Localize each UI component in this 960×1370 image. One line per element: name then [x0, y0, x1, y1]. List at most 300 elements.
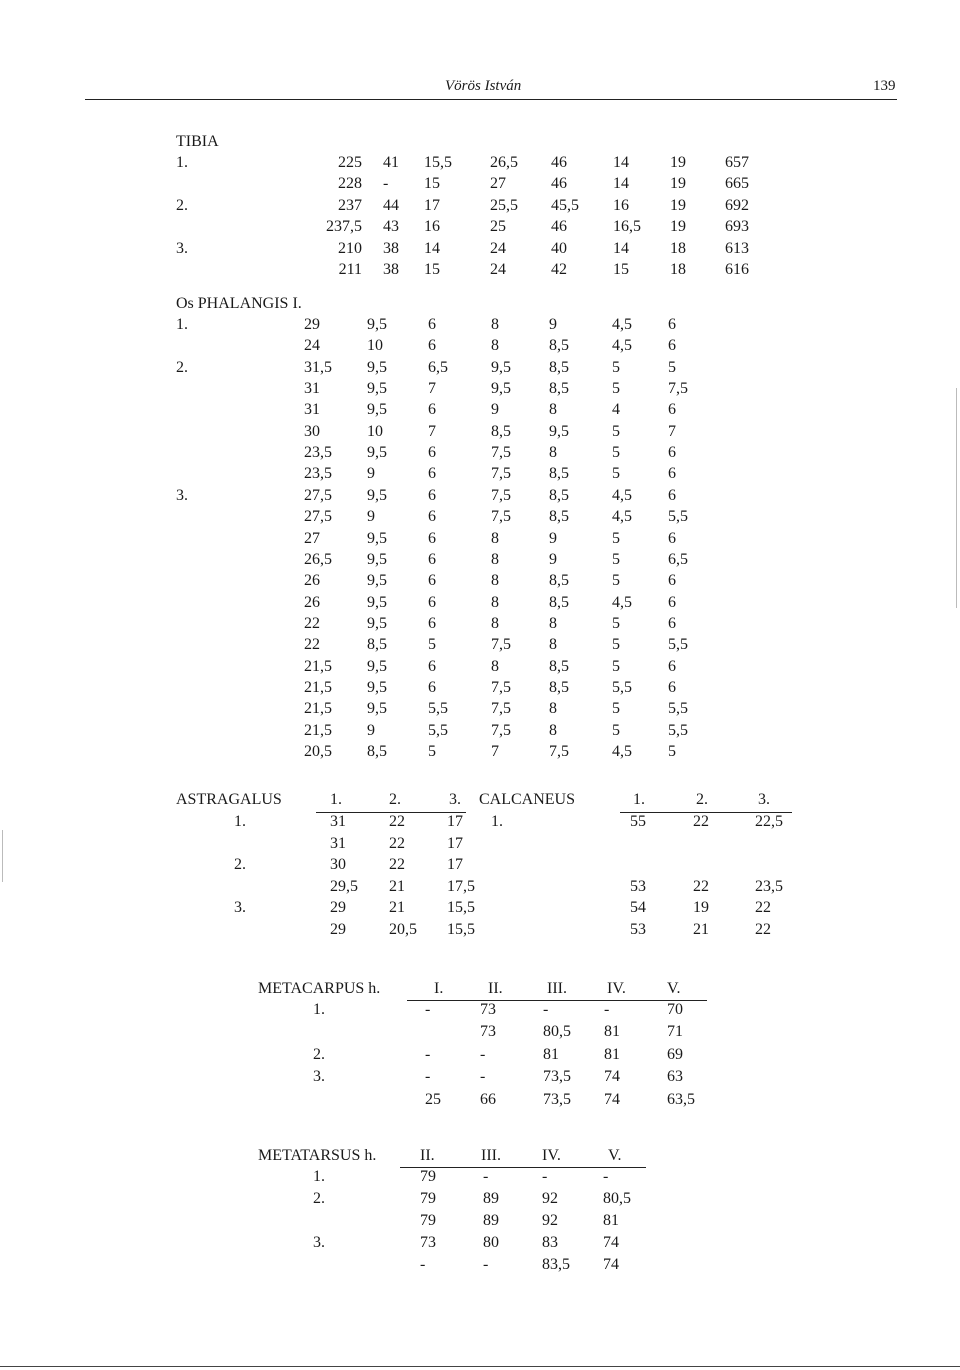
phalangis-cell: 4,5	[612, 508, 632, 526]
phalangis-cell: 7,5	[668, 380, 688, 398]
tibia-cell: 657	[725, 154, 749, 171]
phalangis-cell: 9,5	[367, 614, 387, 632]
metacarpus-cell: 70	[667, 1001, 683, 1018]
tibia-cell: 41	[383, 154, 399, 171]
phalangis-cell: 6	[668, 337, 676, 355]
tibia-cell: 693	[725, 218, 749, 236]
metacarpus-cell: -	[425, 1001, 431, 1018]
tibia-cell: 613	[725, 239, 749, 257]
metacarpus-col-header: IV.	[607, 980, 626, 997]
metacarpus-cell: -	[543, 1001, 549, 1018]
phalangis-cell: 6	[428, 593, 436, 611]
phalangis-cell: 6	[668, 444, 676, 462]
astragalus-cell: 15,5	[447, 899, 475, 917]
phalangis-cell: 8,5	[549, 380, 569, 398]
astragalus-cell: 31	[330, 834, 346, 852]
phalangis-cell: 8	[491, 316, 499, 333]
astragalus-cell: 22	[389, 813, 405, 830]
astragalus-cell: 15,5	[447, 921, 475, 938]
phalangis-cell: 6	[428, 337, 436, 355]
astragalus-row-label: 3.	[234, 899, 246, 917]
phalangis-cell: 8	[549, 721, 557, 739]
phalangis-cell: 7,5	[491, 700, 511, 718]
phalangis-cell: 7	[668, 422, 676, 440]
phalangis-cell: 31	[304, 380, 320, 398]
phalangis-cell: 5	[612, 721, 620, 739]
phalangis-cell: 7,5	[491, 486, 511, 504]
phalangis-cell: 4,5	[612, 593, 632, 611]
metatarsus-cell: 79	[420, 1168, 436, 1185]
phalangis-cell: 9,5	[367, 700, 387, 718]
metatarsus-cell: 74	[603, 1255, 619, 1273]
tibia-cell: 15	[613, 261, 629, 278]
metatarsus-row-label: 1.	[313, 1168, 325, 1185]
phalangis-cell: 8	[549, 401, 557, 419]
phalangis-cell: 24	[304, 337, 320, 355]
tibia-row-label: 3.	[176, 239, 188, 257]
metacarpus-row-label: 1.	[313, 1001, 325, 1018]
phalangis-cell: 4,5	[612, 337, 632, 355]
calcaneus-col-header: 1.	[633, 791, 645, 808]
phalangis-cell: 6	[428, 614, 436, 632]
astragalus-cell: 20,5	[389, 921, 417, 938]
phalangis-cell: 30	[304, 422, 320, 440]
phalangis-cell: 8,5	[549, 593, 569, 611]
phalangis-cell: 5	[612, 657, 620, 675]
phalangis-cell: 8	[491, 572, 499, 590]
metatarsus-cell: 83,5	[542, 1255, 570, 1273]
phalangis-cell: 21,5	[304, 678, 332, 696]
tibia-cell: 46	[551, 218, 567, 236]
metacarpus-title: METACARPUS h.	[258, 980, 381, 997]
phalangis-cell: 27,5	[304, 508, 332, 526]
scan-edge-right	[956, 388, 957, 608]
tibia-row-label: 2.	[176, 196, 188, 214]
phalangis-cell: 8	[491, 337, 499, 355]
phalangis-cell: 21,5	[304, 721, 332, 739]
astragalus-row-label: 2.	[234, 856, 246, 874]
phalangis-cell: 7	[428, 380, 436, 398]
astragalus-row-label: 1.	[234, 813, 246, 830]
tibia-cell: 16	[613, 196, 629, 214]
phalangis-cell: 9,5	[367, 358, 387, 376]
scan-bottom-edge	[0, 1366, 960, 1367]
tibia-cell: 237	[338, 196, 362, 214]
tibia-cell: 19	[670, 218, 686, 236]
metacarpus-cell: -	[425, 1068, 431, 1086]
phalangis-cell: 8,5	[549, 337, 569, 355]
phalangis-cell: 6	[668, 572, 676, 590]
phalangis-cell: 27,5	[304, 486, 332, 504]
phalangis-row-label: 3.	[176, 486, 188, 504]
astragalus-cell: 31	[330, 813, 346, 830]
tibia-cell: 27	[490, 175, 506, 193]
astragalus-cell: 21	[389, 877, 405, 895]
metacarpus-row-label: 2.	[313, 1045, 325, 1063]
metacarpus-cell: 81	[543, 1045, 559, 1063]
tibia-cell: 228	[338, 175, 362, 193]
tibia-cell: 15	[424, 261, 440, 278]
phalangis-cell: 6	[428, 657, 436, 675]
phalangis-cell: 5,5	[668, 508, 688, 526]
metatarsus-row-label: 2.	[313, 1189, 325, 1207]
metacarpus-cell: 63,5	[667, 1090, 695, 1108]
metatarsus-cell: 74	[603, 1233, 619, 1251]
phalangis-cell: 5	[668, 358, 676, 376]
phalangis-cell: 5	[612, 550, 620, 568]
phalangis-cell: 5	[612, 358, 620, 376]
tibia-cell: 25	[490, 218, 506, 236]
phalangis-cell: 9,5	[367, 380, 387, 398]
metacarpus-cell: 25	[425, 1090, 441, 1108]
phalangis-cell: 6	[668, 678, 676, 696]
phalangis-cell: 8,5	[549, 572, 569, 590]
phalangis-cell: 7,5	[491, 444, 511, 462]
phalangis-cell: 9,5	[367, 657, 387, 675]
metacarpus-cell: 66	[480, 1090, 496, 1108]
metacarpus-cell: 81	[604, 1023, 620, 1041]
tibia-cell: 45,5	[551, 196, 579, 214]
phalangis-cell: 9	[549, 316, 557, 333]
phalangis-cell: 7,5	[491, 678, 511, 696]
astragalus-cell: 22	[389, 834, 405, 852]
phalangis-cell: 6	[668, 529, 676, 547]
phalangis-title: Os PHALANGIS I.	[176, 295, 302, 312]
metatarsus-title: METATARSUS h.	[258, 1147, 377, 1164]
metacarpus-cell: 74	[604, 1090, 620, 1108]
page-number: 139	[873, 78, 896, 94]
tibia-cell: 15,5	[424, 154, 452, 171]
phalangis-cell: 6	[668, 316, 676, 333]
phalangis-cell: 6	[428, 465, 436, 483]
astragalus-cell: 17	[447, 834, 463, 852]
astragalus-title: ASTRAGALUS	[176, 791, 282, 808]
phalangis-cell: 5	[612, 572, 620, 590]
tibia-cell: 15	[424, 175, 440, 193]
phalangis-cell: 9	[549, 529, 557, 547]
phalangis-cell: 9,5	[367, 401, 387, 419]
tibia-cell: 14	[613, 175, 629, 193]
phalangis-cell: 31	[304, 401, 320, 419]
metacarpus-cell: -	[480, 1068, 486, 1086]
astragalus-col-header: 2.	[389, 791, 401, 808]
phalangis-row-label: 2.	[176, 358, 188, 376]
tibia-cell: 24	[490, 261, 506, 278]
calcaneus-cell: 54	[630, 899, 646, 917]
phalangis-cell: 8	[491, 593, 499, 611]
metacarpus-cell: -	[604, 1001, 610, 1018]
tibia-cell: 38	[383, 261, 399, 278]
phalangis-cell: 22	[304, 614, 320, 632]
phalangis-cell: 7	[491, 743, 499, 760]
astragalus-cell: 29,5	[330, 877, 358, 895]
phalangis-cell: 10	[367, 422, 383, 440]
metatarsus-cell: 83	[542, 1233, 558, 1251]
phalangis-cell: 9	[367, 721, 375, 739]
phalangis-cell: 8	[491, 529, 499, 547]
phalangis-cell: 9,5	[491, 358, 511, 376]
calcaneus-cell: 55	[630, 813, 646, 830]
phalangis-cell: 8	[549, 636, 557, 654]
astragalus-cell: 22	[389, 856, 405, 874]
astragalus-cell: 29	[330, 899, 346, 917]
metatarsus-cell: 92	[542, 1189, 558, 1207]
phalangis-cell: 29	[304, 316, 320, 333]
astragalus-cell: 17	[447, 856, 463, 874]
calcaneus-col-header: 2.	[696, 791, 708, 808]
metatarsus-cell: 89	[483, 1211, 499, 1229]
tibia-cell: 24	[490, 239, 506, 257]
metacarpus-cell: 80,5	[543, 1023, 571, 1041]
phalangis-cell: 7,5	[491, 636, 511, 654]
phalangis-cell: 6	[668, 486, 676, 504]
phalangis-cell: 21,5	[304, 700, 332, 718]
tibia-cell: 19	[670, 154, 686, 171]
phalangis-cell: 7,5	[549, 743, 569, 760]
tibia-cell: 16	[424, 218, 440, 236]
tibia-cell: 40	[551, 239, 567, 257]
phalangis-cell: 26,5	[304, 550, 332, 568]
phalangis-cell: 9	[549, 550, 557, 568]
metacarpus-header-rule	[407, 1000, 707, 1001]
calcaneus-row-label: 1.	[491, 813, 503, 830]
phalangis-cell: 10	[367, 337, 383, 355]
phalangis-cell: 5	[612, 636, 620, 654]
phalangis-cell: 5	[612, 614, 620, 632]
metatarsus-cell: -	[483, 1255, 489, 1273]
phalangis-cell: 8	[491, 657, 499, 675]
metatarsus-cell: -	[420, 1255, 426, 1273]
metacarpus-cell: 69	[667, 1045, 683, 1063]
tibia-cell: 210	[338, 239, 362, 257]
metatarsus-cell: 81	[603, 1211, 619, 1229]
phalangis-cell: 9	[367, 508, 375, 526]
phalangis-cell: 26	[304, 572, 320, 590]
phalangis-cell: 5	[612, 444, 620, 462]
phalangis-cell: 7,5	[491, 721, 511, 739]
tibia-cell: 26,5	[490, 154, 518, 171]
metatarsus-col-header: V.	[608, 1147, 622, 1164]
metacarpus-cell: 74	[604, 1068, 620, 1086]
tibia-cell: 616	[725, 261, 749, 278]
phalangis-cell: 6	[668, 401, 676, 419]
tibia-cell: 16,5	[613, 218, 641, 236]
tibia-title: TIBIA	[176, 133, 219, 150]
phalangis-cell: 8,5	[549, 657, 569, 675]
phalangis-cell: 6	[428, 678, 436, 696]
tibia-cell: 19	[670, 196, 686, 214]
tibia-cell: -	[383, 175, 389, 193]
phalangis-cell: 23,5	[304, 465, 332, 483]
scan-edge-left	[2, 830, 3, 882]
phalangis-cell: 8	[491, 550, 499, 568]
metacarpus-cell: 73	[480, 1001, 496, 1018]
astragalus-cell: 17	[447, 813, 463, 830]
metatarsus-cell: 79	[420, 1189, 436, 1207]
phalangis-cell: 6	[668, 593, 676, 611]
phalangis-cell: 5,5	[428, 721, 448, 739]
metacarpus-col-header: III.	[547, 980, 567, 997]
phalangis-row-label: 1.	[176, 316, 188, 333]
phalangis-cell: 8,5	[549, 508, 569, 526]
phalangis-cell: 5	[612, 529, 620, 547]
phalangis-cell: 9,5	[367, 678, 387, 696]
phalangis-cell: 6	[428, 486, 436, 504]
phalangis-cell: 6	[668, 614, 676, 632]
phalangis-cell: 9,5	[367, 550, 387, 568]
phalangis-cell: 31,5	[304, 358, 332, 376]
phalangis-cell: 6	[428, 316, 436, 333]
tibia-cell: 225	[338, 154, 362, 171]
phalangis-cell: 7,5	[491, 508, 511, 526]
calcaneus-cell: 53	[630, 921, 646, 938]
metatarsus-cell: -	[603, 1168, 609, 1185]
phalangis-cell: 9	[367, 465, 375, 483]
phalangis-cell: 6	[428, 550, 436, 568]
metatarsus-cell: 89	[483, 1189, 499, 1207]
phalangis-cell: 8	[549, 700, 557, 718]
phalangis-cell: 4,5	[612, 316, 632, 333]
tibia-cell: 46	[551, 175, 567, 193]
calcaneus-cell: 19	[693, 899, 709, 917]
phalangis-cell: 6	[668, 657, 676, 675]
phalangis-cell: 8,5	[549, 465, 569, 483]
header-rule	[85, 99, 897, 100]
metatarsus-cell: 80,5	[603, 1189, 631, 1207]
metacarpus-cell: 73,5	[543, 1068, 571, 1086]
calcaneus-title: CALCANEUS	[479, 791, 576, 808]
phalangis-cell: 8,5	[549, 358, 569, 376]
phalangis-cell: 5	[668, 743, 676, 760]
metatarsus-cell: -	[483, 1168, 489, 1185]
phalangis-cell: 5	[428, 743, 436, 760]
phalangis-cell: 6,5	[668, 550, 688, 568]
phalangis-cell: 6	[428, 529, 436, 547]
phalangis-cell: 6	[428, 444, 436, 462]
phalangis-cell: 9,5	[367, 486, 387, 504]
phalangis-cell: 8,5	[549, 486, 569, 504]
metacarpus-col-header: II.	[488, 980, 503, 997]
tibia-cell: 19	[670, 175, 686, 193]
metacarpus-cell: 73	[480, 1023, 496, 1041]
metacarpus-cell: 81	[604, 1045, 620, 1063]
metatarsus-cell: 92	[542, 1211, 558, 1229]
tibia-cell: 211	[338, 261, 362, 278]
phalangis-cell: 6	[428, 508, 436, 526]
astragalus-col-header: 1.	[330, 791, 342, 808]
phalangis-cell: 8	[549, 614, 557, 632]
tibia-row-label: 1.	[176, 154, 188, 171]
metatarsus-header-rule	[400, 1167, 646, 1168]
astragalus-col-header: 3.	[449, 791, 461, 808]
phalangis-cell: 5	[612, 422, 620, 440]
calcaneus-cell: 22	[693, 877, 709, 895]
phalangis-cell: 8,5	[367, 636, 387, 654]
calcaneus-cell: 22	[755, 899, 771, 917]
phalangis-cell: 5	[428, 636, 436, 654]
phalangis-cell: 5	[612, 465, 620, 483]
phalangis-cell: 9	[491, 401, 499, 419]
phalangis-cell: 21,5	[304, 657, 332, 675]
phalangis-cell: 5	[612, 380, 620, 398]
phalangis-cell: 5,5	[612, 678, 632, 696]
phalangis-cell: 9,5	[367, 593, 387, 611]
calcaneus-cell: 22,5	[755, 813, 783, 830]
tibia-cell: 18	[670, 261, 686, 278]
tibia-cell: 14	[424, 239, 440, 257]
phalangis-cell: 5,5	[668, 636, 688, 654]
phalangis-cell: 9,5	[367, 316, 387, 333]
metacarpus-cell: -	[425, 1045, 431, 1063]
metacarpus-col-header: I.	[434, 980, 444, 997]
metacarpus-cell: -	[480, 1045, 486, 1063]
phalangis-cell: 20,5	[304, 743, 332, 760]
phalangis-cell: 7,5	[491, 465, 511, 483]
tibia-cell: 44	[383, 196, 399, 214]
phalangis-cell: 5,5	[668, 721, 688, 739]
calcaneus-cell: 22	[755, 921, 771, 938]
metatarsus-cell: 73	[420, 1233, 436, 1251]
astragalus-cell: 30	[330, 856, 346, 874]
phalangis-cell: 4,5	[612, 486, 632, 504]
metatarsus-col-header: III.	[481, 1147, 501, 1164]
phalangis-cell: 9,5	[491, 380, 511, 398]
phalangis-cell: 8	[491, 614, 499, 632]
phalangis-cell: 8	[549, 444, 557, 462]
metacarpus-cell: 63	[667, 1068, 683, 1086]
metatarsus-col-header: IV.	[542, 1147, 561, 1164]
tibia-cell: 237,5	[326, 218, 362, 236]
tibia-cell: 692	[725, 196, 749, 214]
phalangis-cell: 26	[304, 593, 320, 611]
phalangis-cell: 6	[668, 465, 676, 483]
phalangis-cell: 8,5	[549, 678, 569, 696]
phalangis-cell: 4	[612, 401, 620, 419]
metacarpus-row-label: 3.	[313, 1068, 325, 1086]
tibia-cell: 43	[383, 218, 399, 236]
calcaneus-col-header: 3.	[758, 791, 770, 808]
metatarsus-row-label: 3.	[313, 1233, 325, 1251]
phalangis-cell: 23,5	[304, 444, 332, 462]
phalangis-cell: 5,5	[428, 700, 448, 718]
phalangis-cell: 9,5	[367, 529, 387, 547]
phalangis-cell: 9,5	[367, 444, 387, 462]
phalangis-cell: 9,5	[549, 422, 569, 440]
tibia-cell: 38	[383, 239, 399, 257]
metatarsus-col-header: II.	[420, 1147, 435, 1164]
metatarsus-cell: 79	[420, 1211, 436, 1229]
calcaneus-cell: 22	[693, 813, 709, 830]
metacarpus-cell: 71	[667, 1023, 683, 1041]
phalangis-cell: 22	[304, 636, 320, 654]
metatarsus-cell: 80	[483, 1233, 499, 1251]
phalangis-cell: 8,5	[491, 422, 511, 440]
tibia-cell: 14	[613, 239, 629, 257]
phalangis-cell: 6,5	[428, 358, 448, 376]
phalangis-cell: 5,5	[668, 700, 688, 718]
tibia-cell: 665	[725, 175, 749, 193]
phalangis-cell: 6	[428, 401, 436, 419]
astragalus-cell: 29	[330, 921, 346, 938]
astragalus-cell: 21	[389, 899, 405, 917]
tibia-cell: 46	[551, 154, 567, 171]
metacarpus-cell: 73,5	[543, 1090, 571, 1108]
tibia-cell: 14	[613, 154, 629, 171]
running-header-author: Vörös István	[445, 78, 522, 94]
calcaneus-cell: 23,5	[755, 877, 783, 895]
astragalus-cell: 17,5	[447, 877, 475, 895]
phalangis-cell: 8,5	[367, 743, 387, 760]
